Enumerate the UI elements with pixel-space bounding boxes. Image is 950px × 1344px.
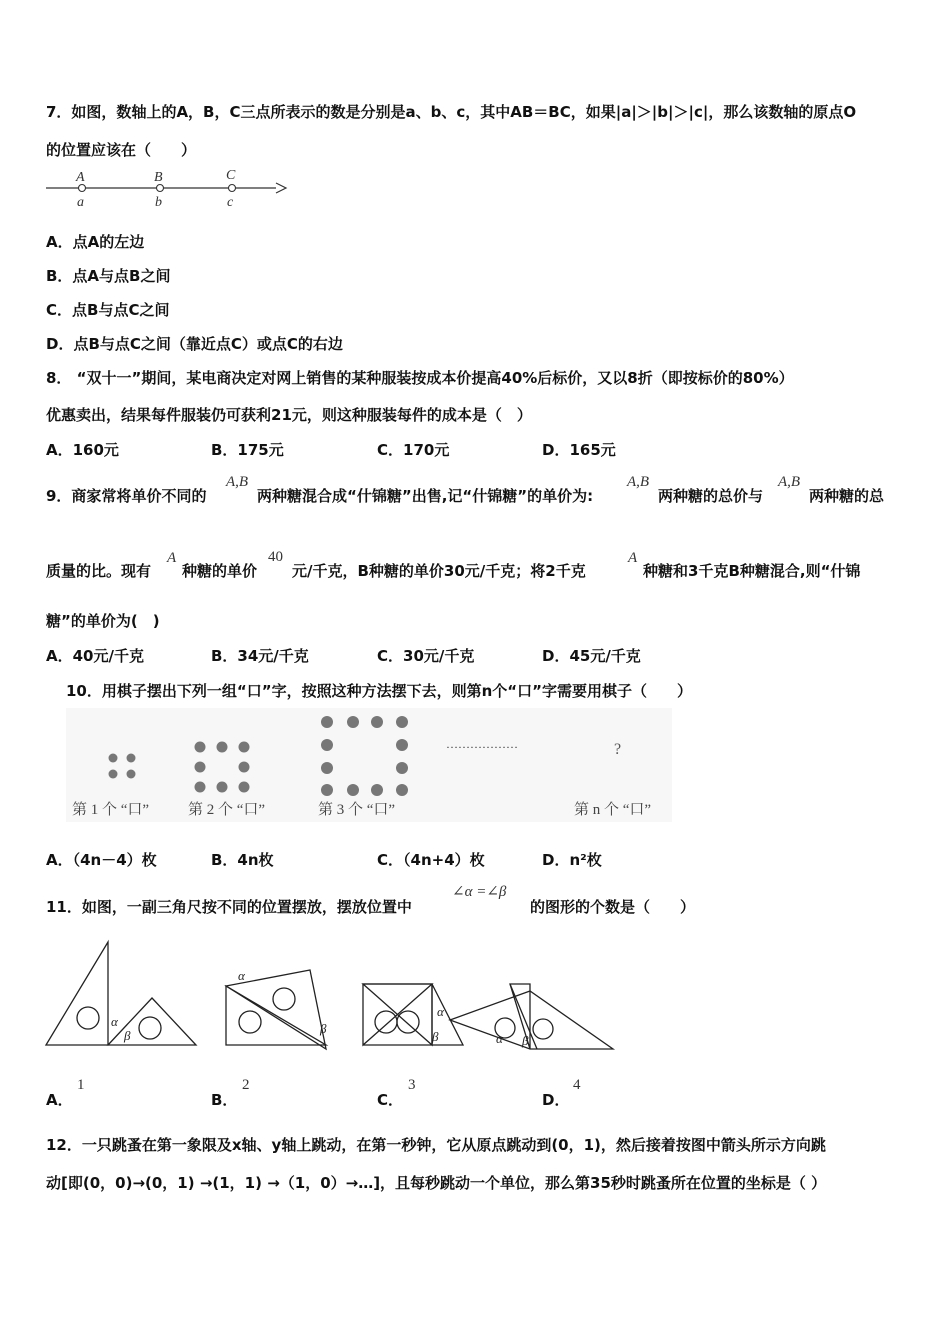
chess-piece [195,782,206,793]
figure-a [46,942,196,1045]
beta-label: β [522,1033,529,1048]
q9-line2-part4: 种糖和3千克B种糖混合,则“什锦 [643,562,861,580]
q7-option-c: C．点B与点C之间 [46,301,170,319]
q12-stem-line2: 动[即(0，0)→(0，1) →(1，1) →（1，0）→…]，且每秒跳动一个单位，那么第35秒时跳蚤所在位置的坐标是（ ） [46,1174,827,1192]
q7-option-a: A．点A的左边 [46,233,145,251]
q9-line3: 糖”的单价为( ) [46,612,160,630]
q11-option-a-value: 1 [77,1077,85,1093]
q9-line2-part2: 种糖的单价 [182,562,258,580]
chess-piece [195,762,206,773]
number-line-arrow [276,183,286,193]
q11-math-angle-equation: ∠α =∠β [452,884,507,900]
chess-piece [239,762,250,773]
chess-piece [396,784,408,796]
chess-piece [396,762,408,774]
q7-option-d: D．点B与点C之间（靠近点C）或点C的右边 [46,335,343,353]
q9-line2-part1: 质量的比。现有 [46,562,152,580]
q9-math-ab: A,B [778,474,801,490]
q7-number-line-figure [44,166,294,212]
q10-chess-pieces-figure [66,708,672,822]
chess-piece [321,784,333,796]
q8-option-d: D．165元 [542,441,616,459]
alpha-label: α [496,1031,503,1046]
chess-piece [109,754,118,763]
caption: 第 n 个 “口” [574,802,652,818]
q11-stem-part1: 11．如图，一副三角尺按不同的位置摆放，摆放位置中 [46,898,412,916]
chess-piece [321,762,333,774]
q10-option-d: D．n²枚 [542,851,602,869]
beta-label: β [320,1021,327,1036]
q9-math-40: 40 [268,549,283,565]
alpha-label: α [437,1004,444,1019]
q11-triangles-figure [40,936,620,1056]
question-mark: ? [614,741,622,758]
q9-option-b: B．34元/千克 [211,647,309,665]
q9-math-a: A [167,550,177,566]
point-label-upper: C [226,168,236,183]
caption: 第 1 个 “口” [72,802,150,818]
point-c-marker [229,185,236,192]
q11-option-d-value: 4 [573,1077,581,1093]
point-label-lower: a [77,195,84,210]
chess-piece [371,784,383,796]
beta-label: β [124,1028,131,1043]
chess-piece [239,742,250,753]
figure-c [363,984,463,1045]
ellipsis: ……………… [446,737,518,751]
chess-piece [396,739,408,751]
chess-piece [127,754,136,763]
q11-option-d-letter: D． [542,1091,570,1109]
q9-option-d: D．45元/千克 [542,647,641,665]
q9-line1-part4: 两种糖的总 [809,487,885,505]
q8-option-a: A．160元 [46,441,119,459]
point-label-lower: c [227,195,234,210]
q11-option-c-value: 3 [408,1077,416,1093]
beta-label: β [432,1029,439,1044]
q10-stem: 10．用棋子摆出下列一组“口”字，按照这种方法摆下去，则第n个“口”字需要用棋子（ ） [66,682,692,700]
q7-stem-line2: 的位置应该在（ ） [46,141,197,159]
q9-line2-part3: 元/千克，B种糖的单价30元/千克；将2千克 [292,562,586,580]
point-label-upper: A [76,170,85,185]
chess-piece [195,742,206,753]
point-b-marker [157,185,164,192]
q10-option-c: C．（4n+4）枚 [377,851,485,869]
q9-math-ab: A,B [627,474,650,490]
figure-d [450,984,613,1049]
chess-piece [217,782,228,793]
q9-option-c: C．30元/千克 [377,647,475,665]
q7-stem-line1: 7．如图，数轴上的A，B，C三点所表示的数是分别是a、b、c，其中AB＝BC，如果|a|＞|b|＞|c|，那么该数轴的原点O [46,103,857,121]
chess-piece [396,716,408,728]
chess-piece [321,739,333,751]
q9-option-a: A．40元/千克 [46,647,144,665]
q11-option-a-letter: A． [46,1091,73,1109]
q12-stem-line1: 12．一只跳蚤在第一象限及x轴、y轴上跳动，在第一秒钟，它从原点跳动到(0，1)，然后接着按图中箭头所示方向跳 [46,1136,826,1154]
q8-option-c: C．170元 [377,441,450,459]
point-label-upper: B [154,170,163,185]
point-label-lower: b [155,195,162,210]
chess-piece [239,782,250,793]
q11-option-b-letter: B． [211,1091,238,1109]
q11-option-c-letter: C． [377,1091,404,1109]
chess-piece [321,716,333,728]
point-a-marker [79,185,86,192]
alpha-label: α [111,1014,118,1029]
q10-option-a: A．（4n－4）枚 [46,851,157,869]
alpha-label: α [238,968,245,983]
caption: 第 3 个 “口” [318,802,396,818]
q8-stem-line1: 8． “双十一”期间，某电商决定对网上销售的某种服装按成本价提高40%后标价，又以8折（即按标价的80%） [46,369,794,387]
q9-line1-part2: 两种糖混合成“什锦糖”出售,记“什锦糖”的单价为: [257,487,594,505]
caption: 第 2 个 “口” [188,802,266,818]
q9-math-a: A [628,550,638,566]
q7-option-b: B．点A与点B之间 [46,267,171,285]
chess-piece [217,742,228,753]
q9-line1-part1: 9．商家常将单价不同的 [46,487,207,505]
chess-piece [347,716,359,728]
q11-option-b-value: 2 [242,1077,250,1093]
chess-piece [347,784,359,796]
q10-option-b: B．4n枚 [211,851,274,869]
q8-option-b: B．175元 [211,441,284,459]
q11-stem-part2: 的图形的个数是（ ） [530,898,696,916]
chess-piece [109,770,118,779]
q8-stem-line2: 优惠卖出，结果每件服装仍可获利21元，则这种服装每件的成本是（ ） [46,406,532,424]
q9-math-ab: A,B [226,474,249,490]
chess-piece [127,770,136,779]
q9-line1-part3: 两种糖的总价与 [658,487,764,505]
chess-piece [371,716,383,728]
